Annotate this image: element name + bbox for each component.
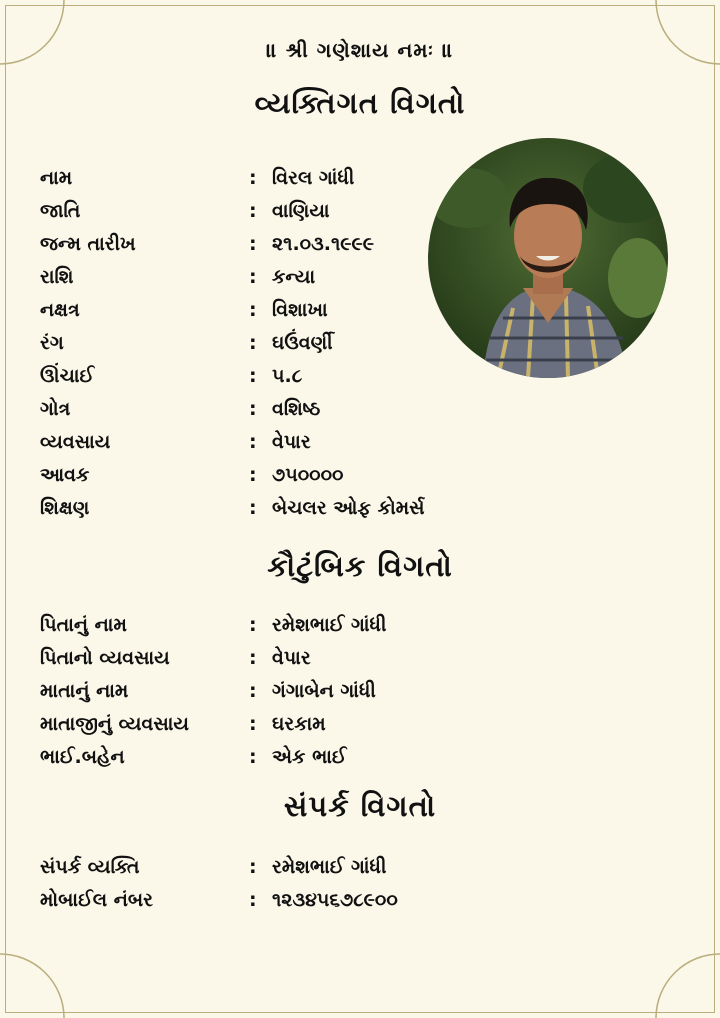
detail-label: વ્યવસાય — [40, 431, 111, 453]
detail-value: ૫.૮ — [272, 365, 303, 387]
detail-label: ઊંચાઈ — [40, 365, 95, 387]
detail-value: ૭૫૦૦૦૦ — [272, 464, 344, 486]
separator: : — [249, 233, 257, 255]
detail-label: આવક — [40, 464, 90, 486]
detail-value: ૧૨૩૪૫૬૭૮૯૦૦ — [272, 889, 398, 911]
detail-label: રંગ — [40, 332, 64, 354]
separator: : — [249, 746, 257, 768]
detail-value: ઘરકામ — [272, 713, 326, 735]
separator: : — [249, 266, 257, 288]
detail-value: ઘઉંવર્ણી — [272, 332, 333, 354]
separator: : — [249, 365, 257, 387]
separator: : — [249, 299, 257, 321]
detail-label: શિક્ષણ — [40, 497, 90, 519]
profile-photo — [428, 138, 668, 378]
detail-value: ૨૧.૦૩.૧૯૯૯ — [272, 233, 375, 255]
separator: : — [249, 332, 257, 354]
separator: : — [249, 200, 257, 222]
detail-label: મોબાઈલ નંબર — [40, 889, 153, 911]
separator: : — [249, 856, 257, 878]
personal-details-title: વ્યક્તિગત વિગતો — [254, 86, 466, 120]
separator: : — [249, 713, 257, 735]
detail-label: ભાઈ.બહેન — [40, 746, 125, 768]
detail-value: વાણિયા — [272, 200, 330, 222]
detail-value: એક ભાઈ — [272, 746, 347, 768]
detail-label: માતાનું નામ — [40, 680, 129, 702]
detail-label: જન્મ તારીખ — [40, 233, 136, 255]
separator: : — [249, 647, 257, 669]
detail-label: નક્ષત્ર — [40, 299, 80, 321]
detail-label: સંપર્ક વ્યક્તિ — [40, 856, 140, 878]
detail-value: વિરલ ગાંધી — [272, 167, 355, 189]
detail-value: કન્યા — [272, 266, 316, 288]
detail-label: પિતાનું નામ — [40, 614, 127, 636]
detail-value: વશિષ્ઠ — [272, 398, 321, 420]
detail-label: ગોત્ર — [40, 398, 71, 420]
detail-value: વિશાખા — [272, 299, 328, 321]
separator: : — [249, 464, 257, 486]
detail-value: વેપાર — [272, 647, 311, 669]
separator: : — [249, 398, 257, 420]
detail-value: બેચલર ઓફ કોમર્સ — [272, 497, 425, 519]
contact-details-title: સંપર્ક વિગતો — [283, 789, 437, 823]
separator: : — [249, 614, 257, 636]
separator: : — [249, 431, 257, 453]
detail-label: પિતાનો વ્યવસાય — [40, 647, 170, 669]
separator: : — [249, 167, 257, 189]
detail-value: વેપાર — [272, 431, 311, 453]
separator: : — [249, 889, 257, 911]
detail-label: જાતિ — [40, 200, 81, 222]
separator: : — [249, 680, 257, 702]
detail-value: ગંગાબેન ગાંધી — [272, 680, 376, 702]
detail-label: રાશિ — [40, 266, 74, 288]
detail-label: માતાજીનું વ્યવસાય — [40, 713, 189, 735]
detail-label: નામ — [40, 167, 73, 189]
detail-value: રમેશભાઈ ગાંધી — [272, 856, 387, 878]
corner-ornament-bottom-left — [0, 948, 70, 1018]
invocation-heading: ॥ શ્રી ગણેશાય નમઃ ॥ — [266, 38, 454, 62]
family-details-title: કૌટુંબિક વિગતો — [267, 549, 453, 583]
corner-ornament-bottom-right — [650, 948, 720, 1018]
detail-value: રમેશભાઈ ગાંધી — [272, 614, 387, 636]
separator: : — [249, 497, 257, 519]
